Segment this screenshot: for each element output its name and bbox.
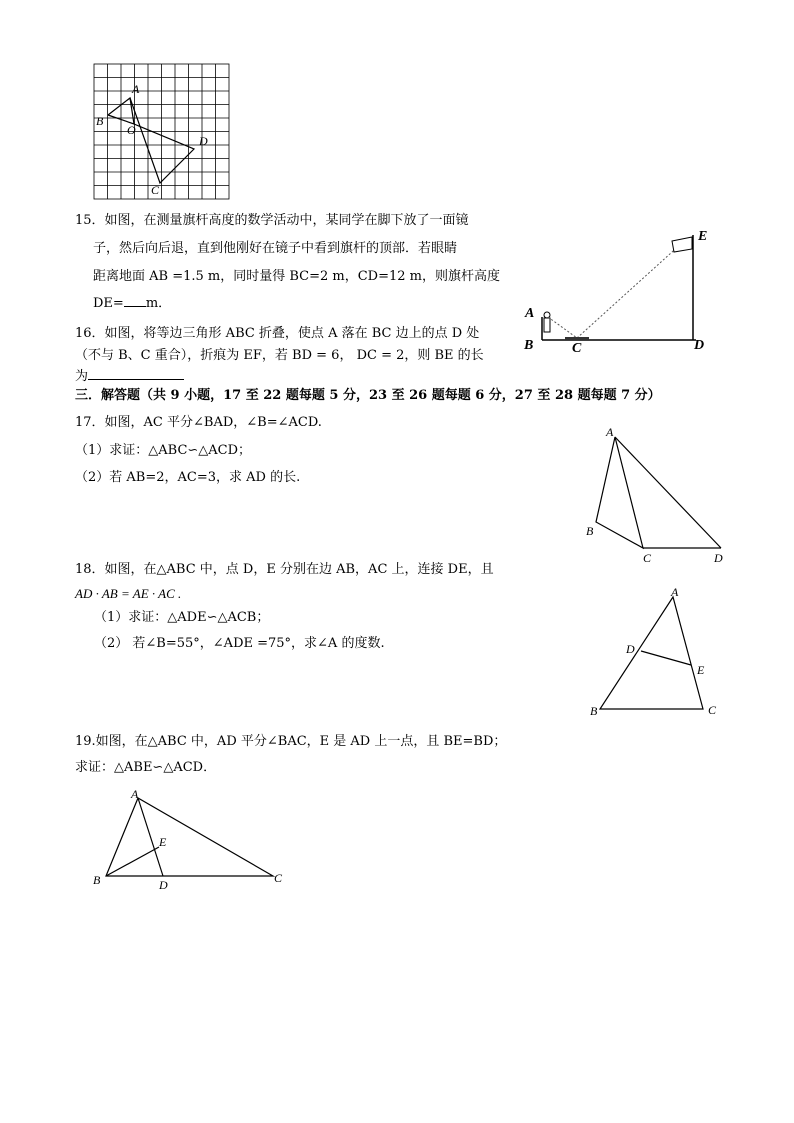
q15-answer-blank[interactable] xyxy=(124,306,146,307)
label-A: A xyxy=(525,306,535,321)
q17-line3: （2）若 AB=2，AC=3，求 AD 的长. xyxy=(75,470,301,485)
label-B: B xyxy=(590,704,598,718)
q16-line3-prefix: 为 xyxy=(75,369,89,384)
q19-line1: 19.如图，在△ABC 中，AD 平分∠BAC，E 是 AD 上一点，且 BE=BD； xyxy=(75,734,507,749)
label-B: B xyxy=(96,114,104,128)
label-C: C xyxy=(572,341,582,356)
q15-line4-suffix: m． xyxy=(145,296,172,311)
grid-figure xyxy=(90,62,234,202)
q18-line3: （1）求证：△ADE∽△ACB； xyxy=(94,610,270,625)
q17-line1: 17．如图，AC 平分∠BAD，∠B=∠ACD. xyxy=(75,415,322,430)
q15-line2: 子，然后向后退，直到他刚好在镜子中看到旗杆的顶部．若眼睛 xyxy=(93,241,458,256)
label-E: E xyxy=(159,835,167,849)
label-C: C xyxy=(151,183,160,197)
label-E: E xyxy=(698,229,708,244)
q16-line3 xyxy=(75,368,184,386)
q16-line2: （不与 B、C 重合），折痕为 EF，若 BD = 6， DC = 2，则 BE 的长 xyxy=(75,348,484,363)
q15-line4-prefix: DE= xyxy=(93,296,124,311)
label-C: C xyxy=(643,551,652,565)
q17-figure xyxy=(580,422,730,570)
label-A: A xyxy=(606,425,614,439)
flagpole-figure xyxy=(520,225,720,357)
label-A: A xyxy=(131,787,139,801)
label-A: A xyxy=(132,82,140,96)
q15-line1: 15．如图，在测量旗杆高度的数学活动中，某同学在脚下放了一面镜 xyxy=(75,213,469,228)
q17-line2: （1）求证：△ABC∽△ACD； xyxy=(75,443,252,458)
label-O: O xyxy=(127,123,136,137)
label-C: C xyxy=(274,871,283,885)
person-icon xyxy=(544,312,550,332)
sight-lines xyxy=(548,243,682,338)
section3-heading: 三．解答题（共 9 小题，17 至 22 题每题 5 分，23 至 26 题每题 6 分，27 至 28 题每题 7 分） xyxy=(75,388,661,403)
q16-answer-blank[interactable] xyxy=(88,379,184,380)
label-B: B xyxy=(524,338,534,353)
grid-lines xyxy=(94,64,229,199)
q18-line2: AD · AB = AE · AC . xyxy=(75,586,182,601)
q18-line4: （2） 若∠B=55°，∠ADE =75°，求∠A 的度数. xyxy=(94,636,385,651)
label-B: B xyxy=(93,873,101,887)
q15-line4 xyxy=(93,295,171,313)
label-D: D xyxy=(694,338,705,353)
mirror-icon xyxy=(565,337,589,340)
label-D: D xyxy=(714,551,723,565)
q15-line3: 距离地面 AB =1.5 m，同时量得 BC=2 m，CD=12 m，则旗杆高度 xyxy=(93,269,500,284)
q18-figure xyxy=(585,585,725,720)
q16-line1: 16．如图，将等边三角形 ABC 折叠，使点 A 落在 BC 边上的点 D 处 xyxy=(75,326,480,341)
label-E: E xyxy=(697,663,705,677)
label-D: D xyxy=(199,134,208,148)
q18-line1: 18．如图，在△ABC 中，点 D，E 分别在边 AB，AC 上，连接 DE，且 xyxy=(75,562,494,577)
label-D: D xyxy=(159,878,168,892)
label-D: D xyxy=(626,642,635,656)
label-C: C xyxy=(708,703,717,717)
q19-figure xyxy=(90,784,290,894)
q19-line2: 求证：△ABE∽△ACD． xyxy=(75,760,217,775)
label-A: A xyxy=(671,585,679,599)
label-B: B xyxy=(586,524,594,538)
flag-icon xyxy=(672,237,692,252)
